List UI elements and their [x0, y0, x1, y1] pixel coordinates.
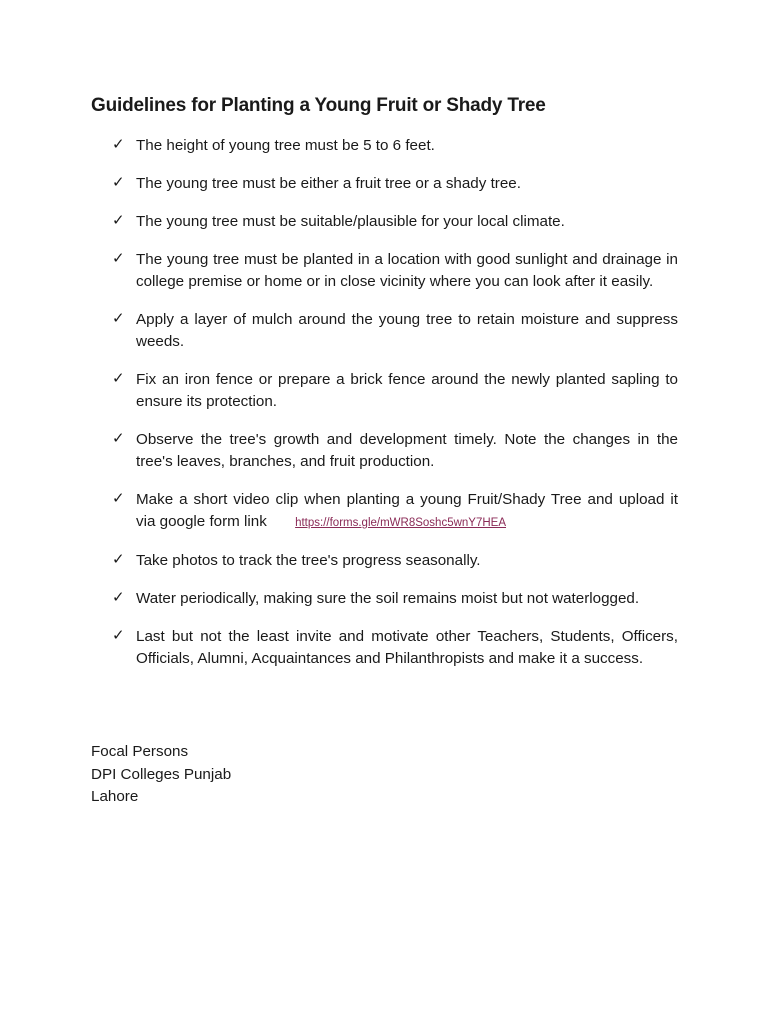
list-item-text: Last but not the least invite and motivate other Teachers, Students, Officers, Officials, Alumni, Acquaintances and Philanthropists and make it a success. — [136, 628, 678, 667]
list-item-text: Make a short video clip when planting a young Fruit/Shady Tree and upload it via google form link — [136, 491, 678, 530]
checkmark-icon: ✓ — [112, 310, 125, 327]
list-item — [112, 369, 678, 413]
list-item — [112, 249, 678, 293]
checkmark-icon: ✓ — [112, 627, 125, 644]
list-item — [112, 489, 678, 534]
list-item-text: Take photos to track the tree's progress seasonally. — [136, 552, 481, 569]
list-item — [112, 211, 678, 233]
list-item-text: Fix an iron fence or prepare a brick fence around the newly planted sapling to ensure its protection. — [136, 371, 678, 410]
checkmark-icon: ✓ — [112, 551, 125, 568]
list-item — [112, 135, 678, 157]
list-item-text: Apply a layer of mulch around the young tree to retain moisture and suppress weeds. — [136, 311, 678, 350]
list-item — [112, 588, 678, 610]
google-form-link[interactable]: https://forms.gle/mWR8Soshc5wnY7HEA — [295, 517, 507, 529]
list-item-text: The young tree must be planted in a location with good sunlight and drainage in college premise or home or in close vicinity where you can look after it easily. — [136, 251, 678, 290]
list-item — [112, 626, 678, 670]
signature-block — [91, 741, 231, 809]
signature-line-dpi-colleges: DPI Colleges Punjab — [91, 765, 232, 783]
list-item-text: Observe the tree's growth and development timely. Note the changes in the tree's leaves, branches, and fruit production. — [136, 431, 678, 470]
page-title: Guidelines for Planting a Young Fruit or Shady Tree — [91, 95, 546, 116]
checkmark-icon: ✓ — [112, 212, 125, 229]
list-item — [112, 429, 678, 473]
checkmark-icon: ✓ — [112, 136, 125, 153]
list-item — [112, 309, 678, 353]
list-item-text: The height of young tree must be 5 to 6 feet. — [136, 137, 435, 154]
checkmark-icon: ✓ — [112, 174, 125, 191]
signature-line-focal-persons: Focal Persons — [91, 743, 189, 760]
list-item — [112, 550, 678, 572]
checkmark-icon: ✓ — [112, 589, 125, 606]
list-item — [112, 173, 678, 195]
checkmark-icon: ✓ — [112, 250, 125, 267]
list-item-text: The young tree must be suitable/plausible for your local climate. — [136, 213, 565, 230]
checkmark-icon: ✓ — [112, 430, 125, 447]
guidelines-list — [112, 135, 678, 686]
checkmark-icon: ✓ — [112, 370, 125, 387]
list-item-text: The young tree must be either a fruit tree or a shady tree. — [136, 175, 521, 192]
checkmark-icon: ✓ — [112, 490, 125, 507]
signature-line-city: Lahore — [91, 788, 139, 805]
list-item-text: Water periodically, making sure the soil remains moist but not waterlogged. — [136, 590, 640, 607]
